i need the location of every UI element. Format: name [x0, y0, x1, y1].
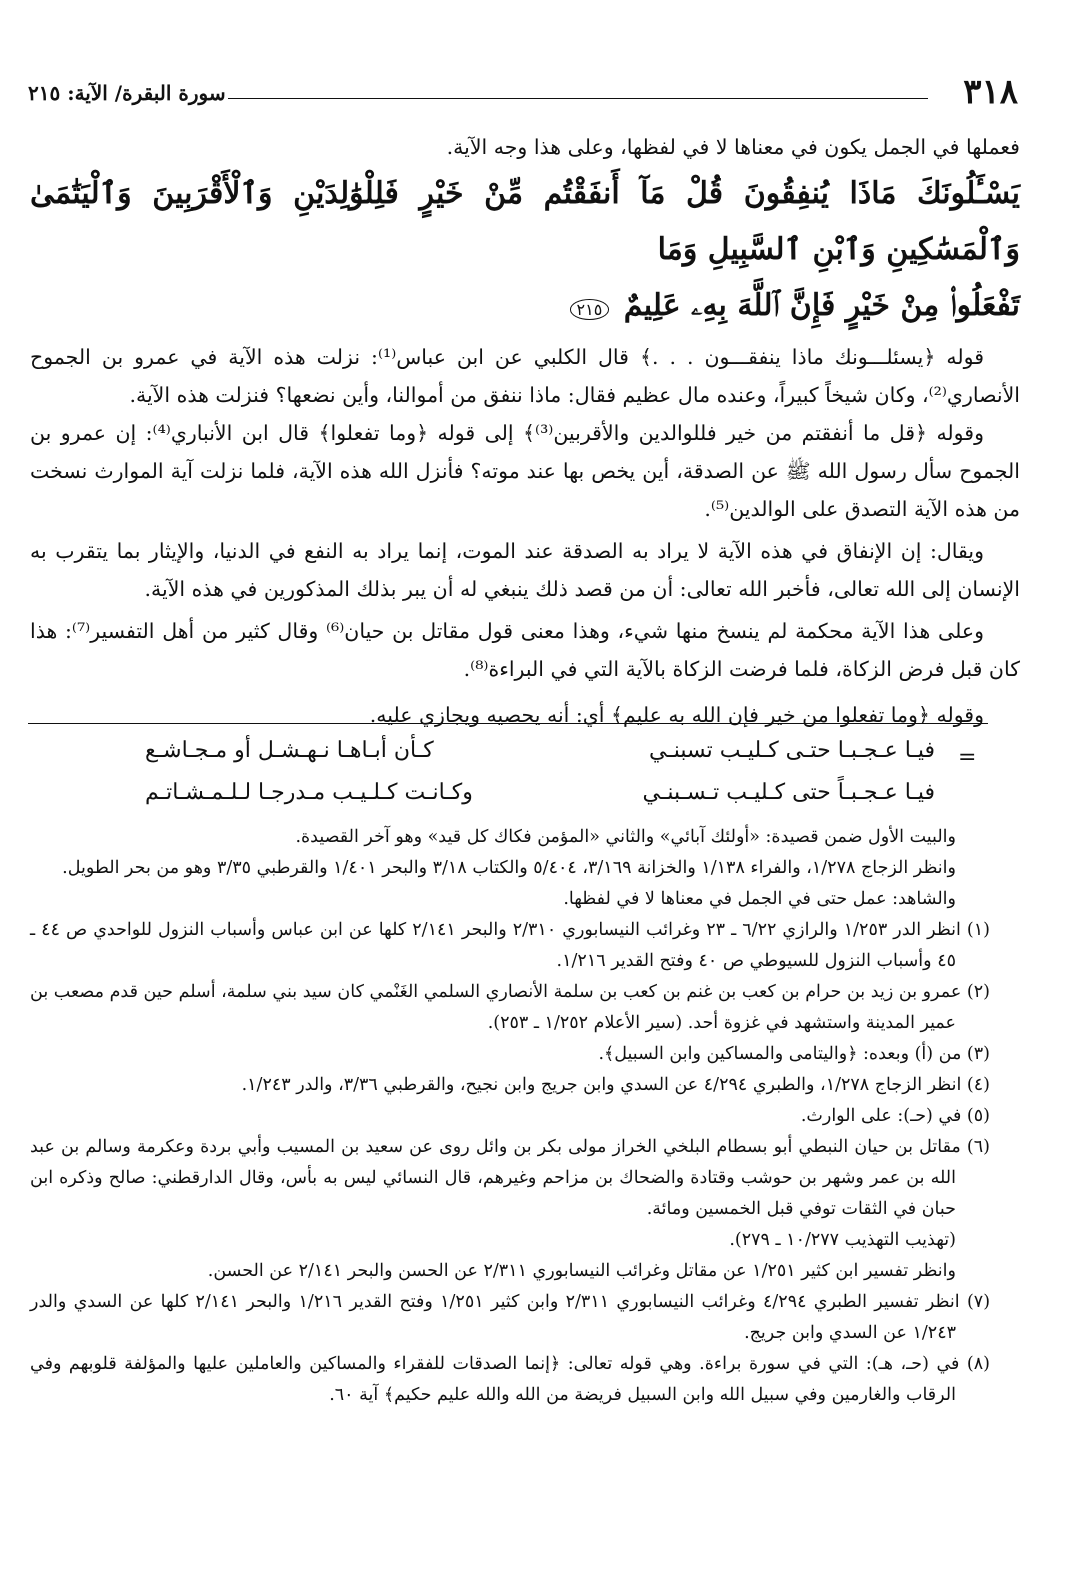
poem-line-2: [145, 780, 935, 822]
footnote-6-ref: (تهذيب التهذيب ١٠/٢٧٧ ـ ٢٧٩).: [729, 1230, 956, 1250]
footnote-6-more: وانظر تفسير ابن كثير ١/٢٥١ عن مقاتل وغرائب النيسابوري ٢/٣١١ عن الحسن والبحر ٢/١٤١ عن الحسن.: [207, 1261, 956, 1281]
footnote-2: (٢) عمرو بن زيد بن حرام بن كعب بن غنم بن كعب بن سلمة الأنصاري السلمي الغَنْمي كان سيد بني سلمة، أسلم حين قدم مصعب بن عمير المدينة واستشهد في غزوة أحد. (سير الأعلام ١/٢٥٢ ـ ٢٥٣).: [30, 982, 990, 1033]
intro-line: فعملها في الجمل يكون في معناها لا في لفظها، وعلى هذا وجه الآية.: [446, 135, 1020, 159]
paragraph-3: ويقال: إن الإنفاق في هذه الآية لا يراد به الصدقة عند الموت، إنما يراد به النفع في الدنيا، والإيثار بما يتقرب به الإنسان إلى الله تعالى، فأخبر الله تعالى: أن من قصد ذلك ينبغي له أن يبر بذلك المذكورين في هذه الآية.: [30, 539, 1020, 601]
footnote-6: (٦) مقاتل بن حيان النبطي أبو بسطام البلخي الخراز مولى بكر بن وائل روى عن سعيد بن المسيب وأبي بردة وعكرمة وسالم بن عبد الله بن عمر وشهر بن حوشب وقتادة والضحاك بن مزاحم وغيرهم، قال النسائي ليس به بأس، وقال الدارقطني: صالح وذكره ابن حبان في الثقات توفي قبل الخمسين ومائة.: [30, 1137, 990, 1219]
footnote-poem-note: والبيت الأول ضمن قصيدة: «أولئك آبائي» والثاني «المؤمن فكاك كل قيد» وهو آخر القصيدة.: [295, 827, 956, 847]
footnotes: [30, 822, 990, 1411]
quran-verse-line1: يَسْـَٔلُونَكَ مَاذَا يُنفِقُونَ قُلْ مَآ أَنفَقْتُم مِّنْ خَيْرٍ فَلِلْوَٰلِدَيْنِ وَٱلْأَقْرَبِينَ وَٱلْيَتَٰمَىٰ وَٱلْمَسَٰكِينِ وَٱبْنِ ٱلسَّبِيلِ وَمَا: [30, 176, 1020, 267]
sura-label: سورة البقرة/ الآية: ٢١٥: [28, 81, 226, 105]
footnote-4: (٤) انظر الزجاج ١/٢٧٨، والطبري ٤/٢٩٤ عن السدي وابن جريج وابن نجيح، والقرطبي ٣/٣٦، والدر ١/٢٤٣.: [241, 1075, 990, 1095]
footnote-7: (٧) انظر تفسير الطبري ٤/٢٩٤ وغرائب النيسابوري ٢/٣١١ وابن كثير ١/٢٥١ وفتح القدير ١/٢١٦ والبحر ٢/١٤١ كلها عن السدي والدر ١/٢٤٣ عن السدي وابن جريج.: [30, 1292, 991, 1343]
page-header: [28, 72, 1018, 112]
paragraph-4: وعلى هذا الآية محكمة لم ينسخ منها شيء، وهذا معنى قول مقاتل بن حيان⁽⁶⁾ وقال كثير من أهل التفسير⁽⁷⁾: هذا كان قبل فرض الزكاة، فلما فرضت الزكاة بالآية التي في البراءة⁽⁸⁾.: [30, 619, 1020, 681]
paragraph-2: وقوله ﴿قل ما أنفقتم من خير فللوالدين والأقربين⁽³⁾﴾ إلى قوله ﴿وما تفعلوا﴾ قال ابن الأنباري⁽⁴⁾: إن عمرو بن الجموح سأل رسول الله ﷺ عن الصدقة، أين يخص بها عند موته؟ فأنزل الله هذه الآية، فلما نزلت آية الموارث نسخت من هذه الآية التصدق على الوالدين⁽⁵⁾.: [30, 421, 1020, 521]
paragraph-5: وقوله ﴿وما تفعلوا من خير فإن الله به عليم﴾ أي: أنه يحصيه ويجازي عليه.: [369, 703, 984, 727]
page-number: ٣١٨: [963, 72, 1018, 112]
footnote-8: (٨) في (حـ، هـ): التي في سورة براءة. وهي قوله تعالى: ﴿إنما الصدقات للفقراء والمساكين والعاملين عليها والمؤلفة قلوبهم وفي الرقاب والغارمين وفي سبيل الله وابن السبيل فريضة من الله والله عليم حكيم﴾ آية ٦٠.: [30, 1354, 990, 1405]
footnote-5: (٥) في (حـ): على الوارث.: [800, 1106, 990, 1126]
paragraph-1: قوله ﴿يسئلـــونك ماذا ينفقـــون . . .﴾ قال الكلبي عن ابن عباس⁽¹⁾: نزلت هذه الآية في عمرو بن الجموح الأنصاري⁽²⁾، وكان شيخاً كبيراً، وعنده مال عظيم فقال: ماذا ننفق من أموالنا، وأين نضعها؟ فنزلت هذه الآية.: [30, 345, 1020, 407]
verse-number-marker: ٢١٥: [570, 299, 610, 320]
header-rule: [228, 98, 928, 99]
footnote-poem-witness: والشاهد: عمل حتى في الجمل في معناها لا في لفظها.: [563, 889, 956, 909]
poem-verses: [145, 738, 935, 822]
main-text: [30, 128, 1020, 734]
poem-hemistich: كـأن أبـاهـا نـهـشـل أو مـجـاشـع: [145, 738, 434, 763]
poem-hemistich: فيـا عـجـبـا حتـى كـليـب تسبنـي: [649, 738, 935, 763]
continuation-mark: =: [958, 745, 977, 770]
quran-verse-text: تَفْعَلُوا۟ مِنْ خَيْرٍ فَإِنَّ ٱللَّهَ بِهِۦ عَلِيمٌ: [623, 288, 1020, 323]
poem-hemistich: وكـانـت كـلـيـب مـدرجـا لـلـمـشـاتـم: [145, 780, 473, 805]
footnote-poem-refs: وانظر الزجاج ١/٢٧٨، والفراء ١/١٣٨ والخزانة ٣/١٦٩، ٥/٤٠٤ والكتاب ٣/١٨ والبحر ١/٤٠١ والقرطبي ٣/٣٥ وهو من بحر الطويل.: [62, 858, 956, 878]
footnote-separator: [28, 723, 988, 724]
poem-line-1: [145, 738, 935, 780]
quran-verse-line2: [30, 278, 1020, 338]
footnote-3: (٣) من (أ) وبعده: ﴿واليتامى والمساكين وابن السبيل﴾.: [598, 1044, 990, 1064]
poem-hemistich: فيـا عـجـبـاً حتى كـليـب تـسـبنـي: [642, 780, 935, 805]
footnote-1: (١) انظر الدر ١/٢٥٣ والرازي ٦/٢٢ ـ ٢٣ وغرائب النيسابوري ٢/٣١٠ والبحر ٢/١٤١ كلها عن ابن عباس وأسباب النزول للواحدي ص ٤٤ ـ ٤٥ وأسباب النزول للسيوطي ص ٤٠ وفتح القدير ١/٢١٦.: [30, 920, 990, 971]
